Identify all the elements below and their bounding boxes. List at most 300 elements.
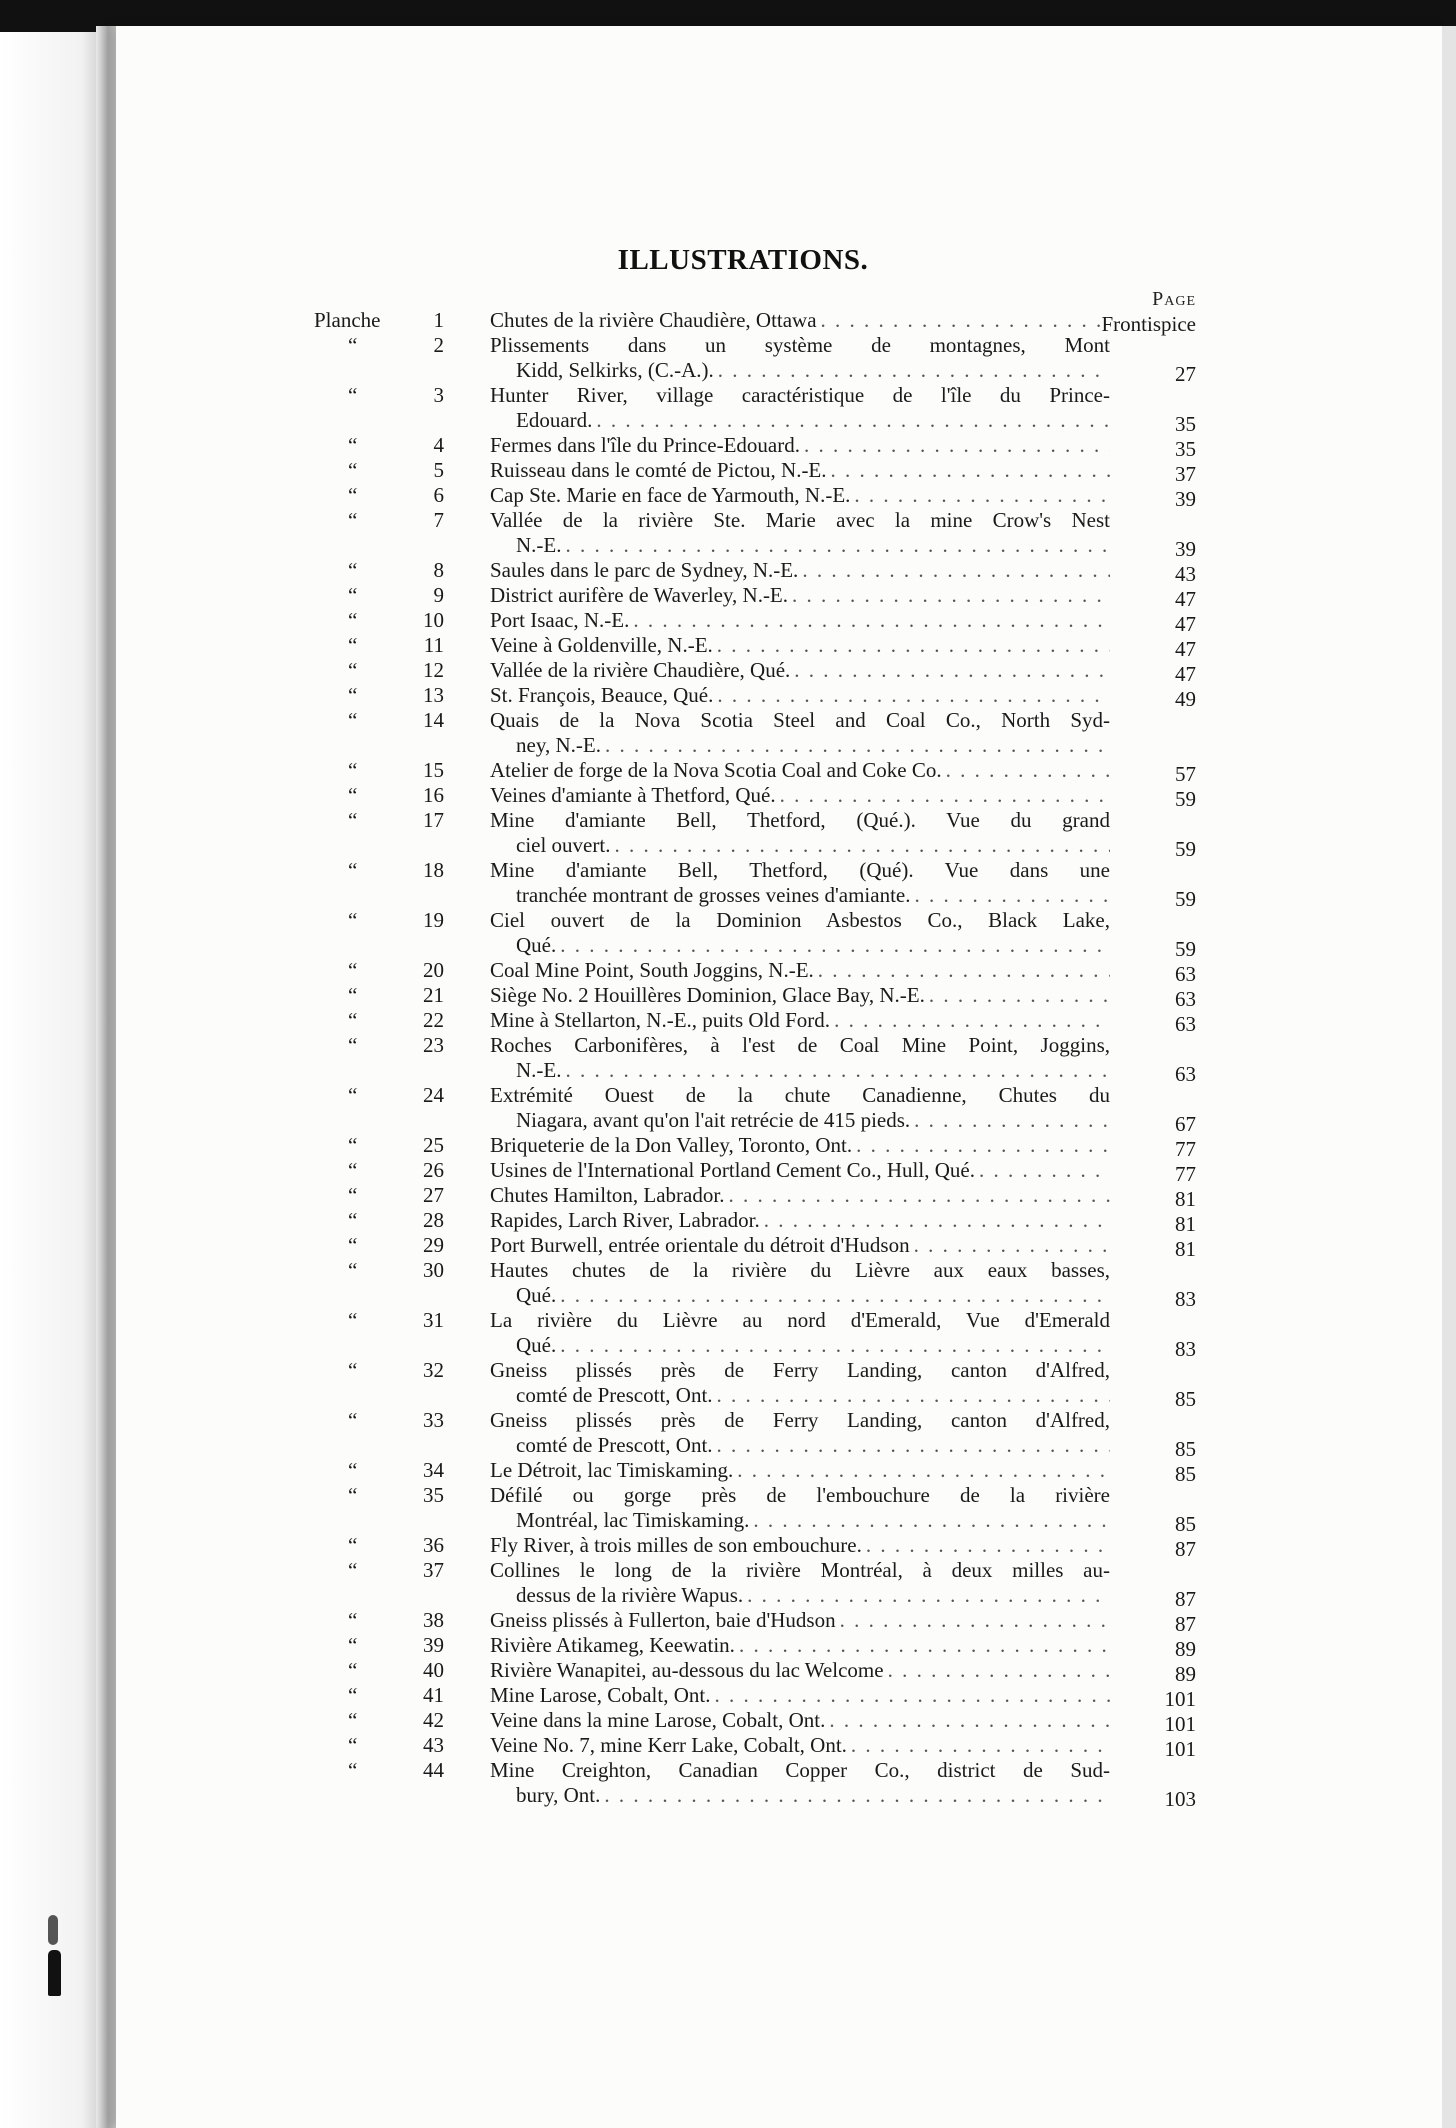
dot-leader <box>831 458 1110 483</box>
plate-caption <box>490 683 1110 708</box>
illustration-entry <box>0 1533 1456 1561</box>
plate-number: 41 <box>423 1683 444 1707</box>
caption-line: Hunter River, village caractéristique de l'île du Prince- <box>490 383 1110 407</box>
illustration-entry <box>0 983 1456 1011</box>
plate-caption <box>490 1008 1110 1033</box>
plate-label <box>280 1233 444 1258</box>
page-number: 63 <box>1175 987 1196 1011</box>
plate-number: 26 <box>423 1158 444 1182</box>
plate-caption <box>490 1233 1110 1258</box>
dot-leader <box>804 433 1110 458</box>
dot-leader <box>914 883 1110 908</box>
plate-caption <box>490 508 1110 558</box>
illustration-entry <box>0 908 1456 961</box>
plate-caption <box>490 708 1110 758</box>
plate-label <box>280 433 444 458</box>
plate-caption <box>490 808 1110 858</box>
dot-leader <box>717 1433 1110 1458</box>
page-number: 87 <box>1175 1612 1196 1636</box>
plate-caption <box>490 1258 1110 1308</box>
caption-line: Atelier de forge de la Nova Scotia Coal and Coke Co. <box>490 758 942 782</box>
illustration-entry <box>0 433 1456 461</box>
plate-label <box>280 1358 444 1383</box>
caption-line: Plissements dans un système de montagnes, Mont <box>490 333 1110 357</box>
dot-leader <box>614 833 1110 858</box>
plate-number: 8 <box>433 558 444 582</box>
illustration-entry <box>0 1308 1456 1361</box>
plate-caption <box>490 758 1110 783</box>
page-number: 101 <box>1164 1737 1196 1761</box>
page-number: 89 <box>1175 1637 1196 1661</box>
caption-line: Briqueterie de la Don Valley, Toronto, Ont. <box>490 1133 853 1157</box>
page-number: 103 <box>1164 1787 1196 1811</box>
plate-number: 40 <box>423 1658 444 1682</box>
plate-label <box>280 1483 444 1508</box>
caption-line: Montréal, lac Timiskaming. <box>516 1508 750 1532</box>
plate-label <box>280 1183 444 1208</box>
dot-leader <box>747 1583 1110 1608</box>
page-title: ILLUSTRATIONS. <box>617 244 869 276</box>
illustration-entry <box>0 1658 1456 1686</box>
illustration-entry <box>0 1683 1456 1711</box>
ditto-mark: “ <box>348 808 358 832</box>
plate-number: 36 <box>423 1533 444 1557</box>
plate-caption <box>490 1183 1110 1208</box>
plate-caption <box>490 583 1110 608</box>
caption-line: dessus de la rivière Wapus. <box>516 1583 744 1607</box>
dot-leader <box>764 1208 1110 1233</box>
plate-label <box>280 783 444 808</box>
dot-leader <box>714 1683 1110 1708</box>
ditto-mark: “ <box>348 958 358 982</box>
dot-leader <box>802 558 1110 583</box>
dot-leader <box>851 1733 1110 1758</box>
plate-label <box>280 1683 444 1708</box>
dot-leader <box>560 933 1110 958</box>
plate-caption <box>490 1083 1110 1133</box>
plate-label <box>280 858 444 883</box>
page-number: 83 <box>1175 1337 1196 1361</box>
ditto-mark: “ <box>348 1558 358 1582</box>
illustration-entry <box>0 1208 1456 1236</box>
plate-number: 7 <box>433 508 444 532</box>
plate-number: 28 <box>423 1208 444 1232</box>
page-number: 67 <box>1175 1112 1196 1136</box>
illustration-entry <box>0 1458 1456 1486</box>
caption-line: Veine No. 7, mine Kerr Lake, Cobalt, Ont. <box>490 1733 847 1757</box>
dot-leader <box>737 1458 1110 1483</box>
plate-caption <box>490 333 1110 383</box>
illustration-entry <box>0 508 1456 561</box>
plate-caption <box>490 558 1110 583</box>
caption-line: Veine à Goldenville, N.-E. <box>490 633 713 657</box>
ditto-mark: “ <box>348 508 358 532</box>
ditto-mark: “ <box>348 333 358 357</box>
plate-number: 38 <box>423 1608 444 1632</box>
plate-number: 43 <box>423 1733 444 1757</box>
dot-leader <box>728 1183 1110 1208</box>
illustration-entry <box>0 1133 1456 1161</box>
plate-number: 19 <box>423 908 444 932</box>
dot-leader <box>840 1608 1110 1633</box>
plate-label <box>280 683 444 708</box>
plate-label <box>280 383 444 408</box>
plate-label <box>280 1308 444 1333</box>
dot-leader <box>717 633 1110 658</box>
page-number: 77 <box>1175 1162 1196 1186</box>
plate-caption <box>490 483 1110 508</box>
plate-caption <box>490 1458 1110 1483</box>
plate-caption <box>490 858 1110 908</box>
ditto-mark: “ <box>348 1608 358 1632</box>
caption-line: bury, Ont. <box>516 1783 601 1807</box>
ditto-mark: “ <box>348 783 358 807</box>
caption-line: Fermes dans l'île du Prince-Edouard. <box>490 433 800 457</box>
page-number: 37 <box>1175 462 1196 486</box>
plate-number: 27 <box>423 1183 444 1207</box>
page-number: 81 <box>1175 1212 1196 1236</box>
caption-line: Vallée de la rivière Ste. Marie avec la mine Crow's Nest <box>490 508 1110 532</box>
planche-label: Planche <box>314 308 381 332</box>
ditto-mark: “ <box>348 1258 358 1282</box>
plate-number: 1 <box>433 308 444 332</box>
caption-line: Port Isaac, N.-E. <box>490 608 630 632</box>
dot-leader <box>718 358 1110 383</box>
dot-leader <box>596 408 1110 433</box>
illustration-entry <box>0 1233 1456 1261</box>
page-number: 87 <box>1175 1537 1196 1561</box>
ditto-mark: “ <box>348 1633 358 1657</box>
plate-number: 42 <box>423 1708 444 1732</box>
ditto-mark: “ <box>348 1533 358 1557</box>
page-number: Frontispice <box>1101 312 1196 336</box>
plate-label <box>280 1008 444 1033</box>
illustration-entry <box>0 1733 1456 1761</box>
page-number: 43 <box>1175 562 1196 586</box>
caption-line: Qué. <box>516 933 557 957</box>
page-number: 59 <box>1175 787 1196 811</box>
illustration-entry <box>0 583 1456 611</box>
plate-caption <box>490 1658 1110 1683</box>
plate-caption <box>490 1758 1110 1808</box>
ditto-mark: “ <box>348 1083 358 1107</box>
plate-label <box>280 1458 444 1483</box>
plate-number: 39 <box>423 1633 444 1657</box>
plate-caption <box>490 633 1110 658</box>
caption-line: Veines d'amiante à Thetford, Qué. <box>490 783 776 807</box>
plate-number: 31 <box>423 1308 444 1332</box>
caption-line: Veine dans la mine Larose, Cobalt, Ont. <box>490 1708 826 1732</box>
plate-number: 13 <box>423 683 444 707</box>
page-column-heading: Page <box>1152 288 1196 310</box>
page-number: 35 <box>1175 412 1196 436</box>
caption-line: comté de Prescott, Ont. <box>516 1433 713 1457</box>
page-number: 89 <box>1175 1662 1196 1686</box>
illustration-entry <box>0 658 1456 686</box>
dot-leader <box>866 1533 1110 1558</box>
page-number: 101 <box>1164 1712 1196 1736</box>
ditto-mark: “ <box>348 1033 358 1057</box>
plate-number: 29 <box>423 1233 444 1257</box>
illustration-entry <box>0 858 1456 911</box>
caption-line: N.-E. <box>516 533 562 557</box>
caption-line: ciel ouvert. <box>516 833 611 857</box>
plate-caption <box>490 458 1110 483</box>
plate-number: 22 <box>423 1008 444 1032</box>
plate-caption <box>490 1208 1110 1233</box>
illustration-entry <box>0 308 1456 336</box>
ditto-mark: “ <box>348 1483 358 1507</box>
plate-label <box>280 483 444 508</box>
ditto-mark: “ <box>348 1758 358 1782</box>
illustration-entry <box>0 1483 1456 1536</box>
caption-line: Mine d'amiante Bell, Thetford, (Qué). Vue dans une <box>490 858 1110 882</box>
plate-caption <box>490 1033 1110 1083</box>
caption-line: Rapides, Larch River, Labrador. <box>490 1208 760 1232</box>
plate-number: 17 <box>423 808 444 832</box>
caption-line: Collines le long de la rivière Montréal, à deux milles au- <box>490 1558 1110 1582</box>
plate-label <box>280 658 444 683</box>
dot-leader <box>792 583 1110 608</box>
illustration-entry <box>0 558 1456 586</box>
caption-line: Vallée de la rivière Chaudière, Qué. <box>490 658 791 682</box>
ditto-mark: “ <box>348 858 358 882</box>
plate-number: 2 <box>433 333 444 357</box>
plate-number: 3 <box>433 383 444 407</box>
ditto-mark: “ <box>348 1683 358 1707</box>
plate-caption <box>490 1683 1110 1708</box>
dot-leader <box>834 1008 1110 1033</box>
page-number: 47 <box>1175 662 1196 686</box>
dot-leader <box>914 1233 1110 1258</box>
plate-number: 34 <box>423 1458 444 1482</box>
plate-caption <box>490 1608 1110 1633</box>
plate-label <box>280 1083 444 1108</box>
plate-caption <box>490 1533 1110 1558</box>
illustration-entry <box>0 1258 1456 1311</box>
page-number: 63 <box>1175 1012 1196 1036</box>
plate-caption <box>490 383 1110 433</box>
ditto-mark: “ <box>348 483 358 507</box>
page-number: 35 <box>1175 437 1196 461</box>
illustration-entry <box>0 1083 1456 1136</box>
page-number: 63 <box>1175 962 1196 986</box>
illustration-entry <box>0 958 1456 986</box>
plate-number: 37 <box>423 1558 444 1582</box>
caption-line: Port Burwell, entrée orientale du détroit d'Hudson <box>490 1233 910 1257</box>
illustration-entry <box>0 1358 1456 1411</box>
caption-line: St. François, Beauce, Qué. <box>490 683 714 707</box>
plate-caption <box>490 1733 1110 1758</box>
plate-label <box>280 633 444 658</box>
illustration-entry <box>0 1008 1456 1036</box>
caption-line: N.-E. <box>516 1058 562 1082</box>
caption-line: Gneiss plissés près de Ferry Landing, canton d'Alfred, <box>490 1358 1110 1382</box>
plate-label <box>280 308 444 333</box>
illustration-entry <box>0 1183 1456 1211</box>
dot-leader <box>829 1708 1110 1733</box>
page-number: 63 <box>1175 1062 1196 1086</box>
illustration-entry <box>0 683 1456 711</box>
illustration-entry <box>0 1758 1456 1811</box>
plate-label <box>280 1758 444 1783</box>
page-number: 47 <box>1175 637 1196 661</box>
plate-caption <box>490 1308 1110 1358</box>
caption-line: District aurifère de Waverley, N.-E. <box>490 583 789 607</box>
ditto-mark: “ <box>348 1208 358 1232</box>
ditto-mark: “ <box>348 433 358 457</box>
ditto-mark: “ <box>348 558 358 582</box>
plate-caption <box>490 1708 1110 1733</box>
plate-label <box>280 333 444 358</box>
caption-line: Qué. <box>516 1283 557 1307</box>
dot-leader <box>979 1158 1110 1183</box>
caption-line: Roches Carbonifères, à l'est de Coal Mine Point, Joggins, <box>490 1033 1110 1057</box>
ditto-mark: “ <box>348 1158 358 1182</box>
page-number: 83 <box>1175 1287 1196 1311</box>
plate-number: 35 <box>423 1483 444 1507</box>
ditto-mark: “ <box>348 1708 358 1732</box>
illustration-entry <box>0 708 1456 758</box>
ditto-mark: “ <box>348 1733 358 1757</box>
plate-label <box>280 1558 444 1583</box>
caption-line: Hautes chutes de la rivière du Lièvre aux eaux basses, <box>490 1258 1110 1282</box>
plate-label <box>280 708 444 733</box>
plate-label <box>280 1608 444 1633</box>
plate-label <box>280 1258 444 1283</box>
dot-leader <box>605 733 1110 758</box>
plate-caption <box>490 1133 1110 1158</box>
plate-label <box>280 1133 444 1158</box>
plate-number: 24 <box>423 1083 444 1107</box>
plate-number: 20 <box>423 958 444 982</box>
plate-label <box>280 508 444 533</box>
ditto-mark: “ <box>348 1458 358 1482</box>
illustration-entry <box>0 333 1456 386</box>
caption-line: Qué. <box>516 1333 557 1357</box>
ditto-mark: “ <box>348 658 358 682</box>
caption-line: Ruisseau dans le comté de Pictou, N.-E. <box>490 458 827 482</box>
plate-number: 25 <box>423 1133 444 1157</box>
plate-label <box>280 1658 444 1683</box>
caption-line: La rivière du Lièvre au nord d'Emerald, Vue d'Emerald <box>490 1308 1110 1332</box>
dot-leader <box>566 533 1111 558</box>
plate-label <box>280 758 444 783</box>
plate-label <box>280 458 444 483</box>
plate-caption <box>490 783 1110 808</box>
plate-label <box>280 1533 444 1558</box>
dot-leader <box>566 1058 1111 1083</box>
illustration-entry <box>0 1158 1456 1186</box>
caption-line: Extrémité Ouest de la chute Canadienne, Chutes du <box>490 1083 1110 1107</box>
plate-number: 16 <box>423 783 444 807</box>
dot-leader <box>856 1133 1110 1158</box>
plate-number: 18 <box>423 858 444 882</box>
page-number: 47 <box>1175 612 1196 636</box>
plate-caption <box>490 1633 1110 1658</box>
page-number: 81 <box>1175 1237 1196 1261</box>
caption-line: Edouard. <box>516 408 593 432</box>
caption-line: Rivière Wanapitei, au-dessous du lac Welcome <box>490 1658 884 1682</box>
dot-leader <box>739 1633 1110 1658</box>
plate-caption <box>490 908 1110 958</box>
dot-leader <box>914 1108 1110 1133</box>
caption-line: Mine Larose, Cobalt, Ont. <box>490 1683 711 1707</box>
dot-leader <box>717 683 1110 708</box>
plate-label <box>280 608 444 633</box>
dot-leader <box>717 1383 1110 1408</box>
plate-number: 30 <box>423 1258 444 1282</box>
illustrations-list <box>0 308 1456 1811</box>
ditto-mark: “ <box>348 1008 358 1032</box>
caption-line: Niagara, avant qu'on l'ait retrécie de 415 pieds. <box>516 1108 911 1132</box>
page-number: 39 <box>1175 537 1196 561</box>
dot-leader <box>560 1333 1110 1358</box>
page-number: 49 <box>1175 687 1196 711</box>
caption-line: Gneiss plissés près de Ferry Landing, canton d'Alfred, <box>490 1408 1110 1432</box>
plate-number: 4 <box>433 433 444 457</box>
illustration-entry <box>0 608 1456 636</box>
ditto-mark: “ <box>348 1183 358 1207</box>
plate-caption <box>490 1158 1110 1183</box>
plate-number: 15 <box>423 758 444 782</box>
plate-label <box>280 1633 444 1658</box>
plate-number: 32 <box>423 1358 444 1382</box>
caption-line: Siège No. 2 Houillères Dominion, Glace Bay, N.-E. <box>490 983 925 1007</box>
dot-leader <box>753 1508 1110 1533</box>
plate-label <box>280 558 444 583</box>
ditto-mark: “ <box>348 458 358 482</box>
page-number: 85 <box>1175 1512 1196 1536</box>
dot-leader <box>888 1658 1110 1683</box>
illustration-entry <box>0 383 1456 436</box>
plate-caption <box>490 1483 1110 1533</box>
caption-line: Fly River, à trois milles de son embouchure. <box>490 1533 862 1557</box>
illustration-entry <box>0 808 1456 861</box>
dot-leader <box>604 1783 1110 1808</box>
dot-leader <box>818 958 1110 983</box>
plate-label <box>280 808 444 833</box>
caption-line: Cap Ste. Marie en face de Yarmouth, N.-E. <box>490 483 851 507</box>
page-number: 87 <box>1175 1587 1196 1611</box>
plate-label <box>280 958 444 983</box>
dot-leader <box>946 758 1110 783</box>
ditto-mark: “ <box>348 1358 358 1382</box>
ditto-mark: “ <box>348 1658 358 1682</box>
page-number: 27 <box>1175 362 1196 386</box>
dot-leader <box>780 783 1110 808</box>
dot-leader <box>854 483 1110 508</box>
plate-number: 23 <box>423 1033 444 1057</box>
caption-line: comté de Prescott, Ont. <box>516 1383 713 1407</box>
illustration-entry <box>0 1708 1456 1736</box>
caption-line: Défilé ou gorge près de l'embouchure de la rivière <box>490 1483 1110 1507</box>
caption-line: Le Détroit, lac Timiskaming. <box>490 1458 734 1482</box>
ditto-mark: “ <box>348 633 358 657</box>
plate-label <box>280 1708 444 1733</box>
plate-number: 44 <box>423 1758 444 1782</box>
plate-number: 33 <box>423 1408 444 1432</box>
plate-number: 9 <box>433 583 444 607</box>
page-number: 39 <box>1175 487 1196 511</box>
caption-line: Usines de l'International Portland Cement Co., Hull, Qué. <box>490 1158 975 1182</box>
binding-mark <box>48 1915 58 1945</box>
plate-number: 14 <box>423 708 444 732</box>
plate-caption <box>490 1558 1110 1608</box>
illustration-entry <box>0 1608 1456 1636</box>
illustration-entry <box>0 483 1456 511</box>
plate-label <box>280 1408 444 1433</box>
